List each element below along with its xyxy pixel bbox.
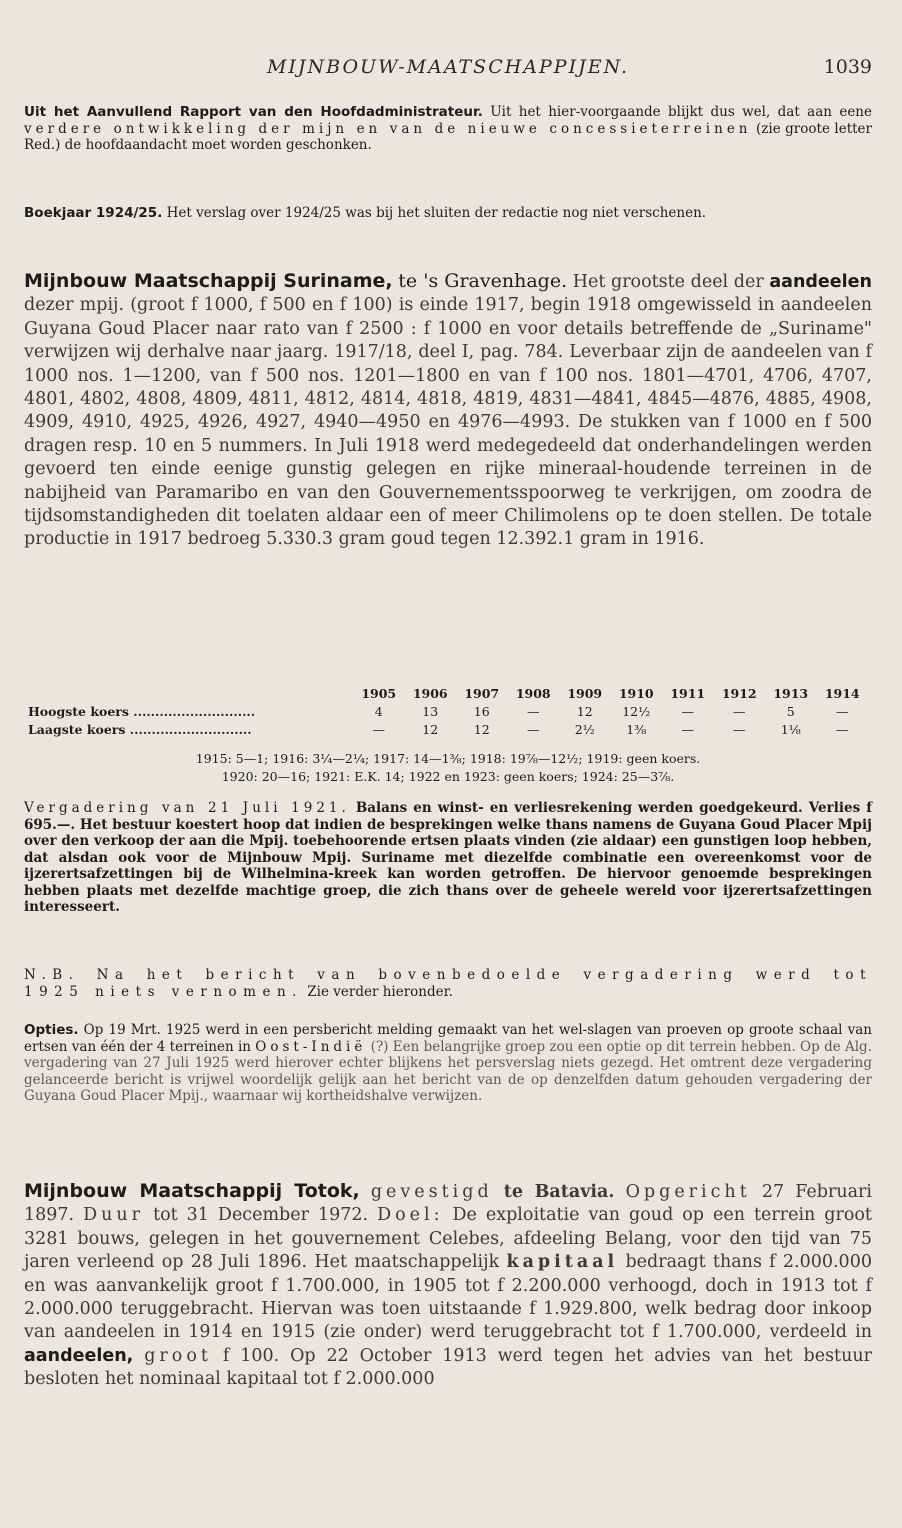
koers-cell: 2½: [574, 721, 595, 737]
running-head: [24, 56, 872, 86]
koers-row-label: Laagste koers ............................: [28, 721, 252, 737]
koers-year-header: 1910: [618, 685, 654, 701]
koers-note-2: 1920: 20—16; 1921: E.K. 14; 1922 en 1923: geen koers; 1924: 25—3⅞.: [221, 769, 675, 784]
totok-doel-label: Doel:: [377, 1205, 444, 1226]
koers-cell: —: [733, 703, 746, 719]
boekjaar-text: Het verslag over 1924/25 was bij het sluiten der redactie nog niet verschenen.: [166, 205, 707, 221]
totok-groot: groot: [144, 1345, 212, 1366]
koers-row: [28, 720, 868, 738]
opties-paragraph: [24, 1022, 872, 1105]
koers-cell: 1⅛: [780, 721, 801, 737]
opties-oost-indie: Oost-Indië: [255, 1038, 367, 1055]
suriname-text-2: dezer mpij. (groot f 1000, f 500 en f 100) is einde 1917, begin 1918 omgewisseld in aandeelen Guyana Goud Placer naar rato van f 2500 : f 1000 en voor details betreffende de „Suriname" verwijzen wij derhalve naar jaarg. 1917/18, deel I, pag. 784. Leverbaar zijn de aandeelen van f 1000 nos. 1—1200, van f 500 nos. 1201—1800 en van f 100 nos. 1801—4701, 4706, 4707, 4801, 4802, 4808, 4809, 4811, 4812, 4814, 4818, 4819, 4831—4841, 4845—4876, 4885, 4908, 4909, 4910, 4925, 4926, 4927, 4940—4950 en 4976—4993. De stukken van f 1000 en f 500 dragen resp. 10 en 5 nummers. In Juli 1918 werd medegedeeld dat onderhandelingen werden gevoerd ten einde eenige gunstig gelegen en rijke mineraal-houdende terreinen in de nabijheid van Paramaribo en van den Gouvernementsspoorweg te verkrijgen, om zoodra de tijdsomstandigheden dit toelaten aldaar een of meer Chilimolens op te doen stellen. De totale productie in 1917 bedroeg 5.330.3 gram goud tegen 12.392.1 gram in 1916.: [24, 295, 872, 550]
koers-cell: —: [733, 721, 746, 737]
koers-cell: 12: [473, 721, 490, 737]
totok-duur-text: tot 31 December 1972.: [153, 1205, 369, 1226]
koers-cell: 4: [374, 703, 383, 719]
koers-year-header: 1911: [670, 685, 706, 701]
vergadering-paragraph: [24, 800, 872, 916]
suriname-text-1: Het grootste deel der: [572, 272, 764, 292]
totok-duur-label: Duur: [83, 1205, 145, 1226]
aanvullend-text-spaced: verdere ontwikkeling der mijn en van de nieuwe concessieterreinen: [24, 120, 752, 137]
koers-cell: 5: [786, 703, 795, 719]
boekjaar-paragraph: [24, 205, 872, 222]
aanvullend-text-b: (zie groote letter Red.) de hoofdaandacht moet worden geschonken.: [24, 120, 873, 153]
koers-year-header-row: [28, 684, 868, 702]
aanvullend-heading: Uit het Aanvullend Rapport van den Hoofdadministrateur.: [24, 104, 483, 120]
vergadering-heading: Vergadering van 21 Juli 1921.: [24, 800, 350, 816]
totok-text-2: bedraagt thans f 2.000.000 en was aanvankelijk groot f 1.700.000, in 1905 tot f 2.200.000 verhoogd, doch in 1913 tot f 2.000.000 teruggebracht. Hiervan was toen uitstaande f 1.929.800, welk bedrag door inkoop van aandeelen in 1914 en 1915 (zie onder) werd teruggebracht tot f 1.700.000, verdeeld in: [24, 1252, 872, 1343]
totok-text-3: f 100. Op 22 October 1913 werd tegen het advies van het bestuur besloten het nominaal kapitaal tot f 2.000.000: [24, 1345, 872, 1390]
koers-cell: —: [836, 721, 849, 737]
totok-aandeelen-keyword: aandeelen,: [24, 1345, 134, 1366]
koers-cell: 12: [576, 703, 593, 719]
koers-year-header: 1914: [824, 685, 860, 701]
koers-year-header: 1907: [464, 685, 500, 701]
koers-cell: —: [372, 721, 385, 737]
koers-cell: —: [836, 703, 849, 719]
koers-header-blank: [28, 684, 353, 702]
totok-entry: [24, 1180, 872, 1392]
page-number: 1039: [823, 56, 872, 78]
koers-cell: —: [681, 721, 694, 737]
opties-text-b: (?) Een belangrijke groep zou een optie op dit terrein hebben. Op de Alg. vergadering van 27 Juli 1925 werd hierover echter blijkens het persverslag niets gezegd. Het omtrent deze vergadering gelanceerde bericht is vrijwel woordelijk gelijk aan het bericht van de op denzelfden datum gehouden vergadering der Guyana Goud Placer Mpij., waarnaar wij kortheidshalve verwijzen.: [24, 1038, 872, 1104]
nb-spaced-text: N.B. Na het bericht van bovenbedoelde vergadering werd tot 1925 niets vernomen.: [24, 967, 872, 1000]
koers-cell: —: [681, 703, 694, 719]
koers-note-1: 1915: 5—1; 1916: 3¼—2¼; 1917: 14—1⅜; 1918: 19⅞—12½; 1919: geen koers.: [195, 751, 701, 766]
totok-location: te Batavia.: [503, 1182, 615, 1202]
opties-text-a: Op 19 Mrt. 1925 werd in een persbericht melding gemaakt van het wel-slagen van proeven op groote schaal van ertsen van één der 4 terreinen in: [24, 1022, 872, 1055]
boekjaar-heading: Boekjaar 1924/25.: [24, 205, 163, 221]
nb-text: Zie verder hieronder.: [307, 983, 453, 1000]
koers-table: [28, 684, 868, 738]
totok-gevestigd: gevestigd: [370, 1182, 493, 1202]
aanvullend-rapport-paragraph: [24, 104, 872, 154]
koers-year-header: 1913: [773, 685, 809, 701]
koers-row: [28, 702, 868, 720]
koers-year-header: 1905: [361, 685, 397, 701]
vergadering-text: Balans en winst- en verliesrekening werden goedgekeurd. Verlies f 695.—. Het bestuur koestert hoop dat indien de besprekingen welke thans namens de Guyana Goud Placer Mpij over den verkoop der aan die Mpij. toebehoorende ertsen plaats vinden (zie aldaar) een gunstigen loop hebben, dat alsdan ook voor de Mijnbouw Mpij. Suriname met diezelfde combinatie een overeenkomst voor de ijzerertsafzettingen bij de Wilhelmina-kreek kan worden getroffen. De hiervoor genoemde besprekingen hebben plaats met dezelfde machtige groep, die zich thans over de geheele wereld voor ijzerertsafzettingen interesseert.: [24, 800, 872, 915]
suriname-aandeelen-keyword: aandeelen: [769, 272, 872, 292]
suriname-location: te 's Gravenhage.: [398, 270, 568, 292]
koers-row-label: Hoogste koers ............................: [28, 703, 256, 719]
opties-heading: Opties.: [24, 1022, 79, 1038]
koers-year-header: 1912: [721, 685, 757, 701]
totok-opgericht-date: 27 Februari 1897.: [24, 1182, 872, 1226]
koers-cell: —: [527, 721, 540, 737]
running-head-title: MIJNBOUW-MAATSCHAPPIJEN.: [266, 56, 630, 78]
koers-cell: 12: [422, 721, 439, 737]
totok-text-1: De exploitatie van goud op een terrein groot 3281 bouws, gelegen in het gouvernement Celebes, afdeeling Belang, voor den tijd van 75 jaren verleend op 28 Juli 1896. Het maatschappelijk: [24, 1205, 872, 1273]
koers-cell: 1⅜: [626, 721, 647, 737]
aanvullend-text-a: Uit het hier-voorgaande blijkt dus wel, dat aan eene: [490, 104, 872, 120]
koers-cell: 13: [422, 703, 439, 719]
koers-year-header: 1908: [515, 685, 551, 701]
suriname-company-name: Mijnbouw Maatschappij Suriname,: [24, 270, 393, 292]
totok-kapitaal-keyword: kapitaal: [506, 1252, 619, 1273]
nb-paragraph: [24, 967, 872, 1000]
koers-year-header: 1906: [412, 685, 448, 701]
koers-cell: —: [527, 703, 540, 719]
suriname-entry: [24, 270, 872, 552]
koers-year-header: 1909: [567, 685, 603, 701]
koers-cell: 16: [473, 703, 490, 719]
koers-cell: 12½: [622, 703, 651, 719]
totok-company-name: Mijnbouw Maatschappij Totok,: [24, 1180, 360, 1202]
totok-opgericht-label: Opgericht: [625, 1182, 751, 1202]
